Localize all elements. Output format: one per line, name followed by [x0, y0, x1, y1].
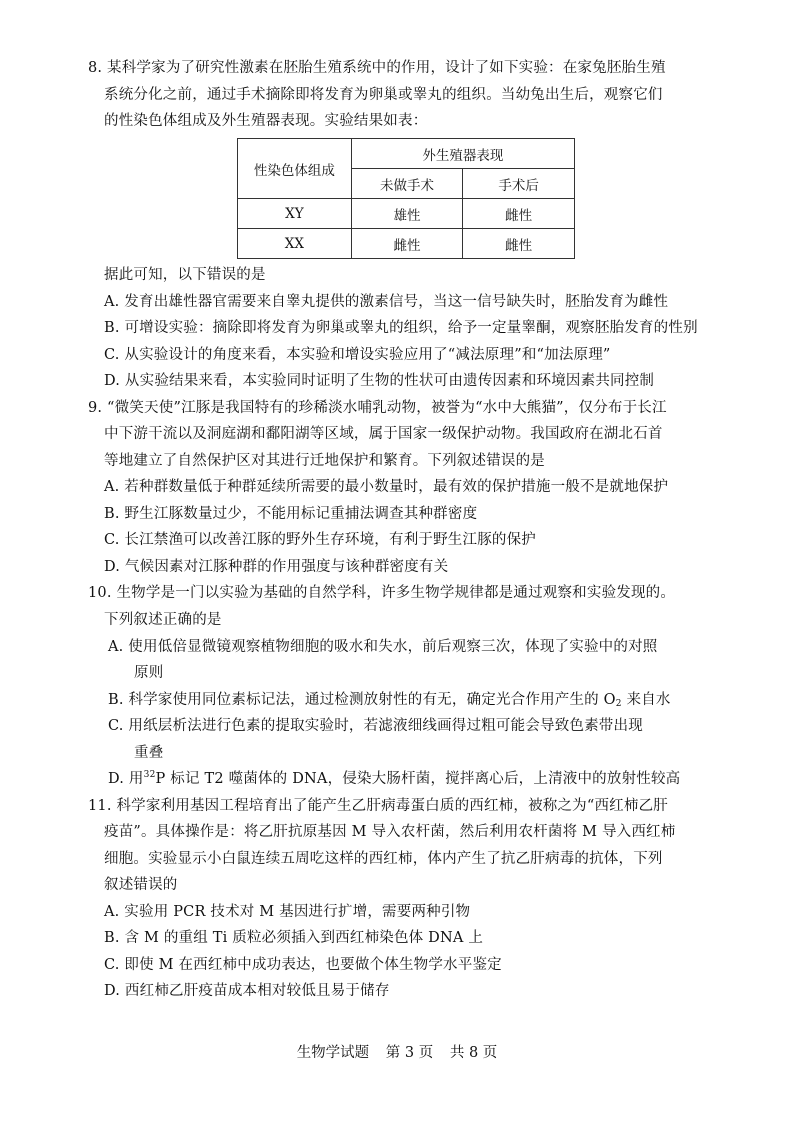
q11-option-d: D. 西红柿乙肝疫苗成本相对较低且易于储存 — [104, 983, 390, 999]
table-row — [238, 229, 575, 259]
q11-line-3: 细胞。实验显示小白鼠连续五周吃这样的西红柿，体内产生了抗乙肝病毒的抗体，下列 — [104, 851, 663, 867]
results-table — [237, 138, 575, 259]
table-header-chrom: 性染色体组成 — [238, 139, 352, 199]
q9-option-a: A. 若种群数量低于种群延续所需要的最小数量时，最有效的保护措施一般不是就地保护 — [104, 479, 669, 495]
q8-line-2: 系统分化之前，通过手术摘除即将发育为卵巢或睾丸的组织。当幼兔出生后，观察它们 — [104, 87, 663, 103]
q10-option-c: C. 用纸层析法进行色素的提取实验时，若滤液细线画得过粗可能会导致色素带出现 — [108, 718, 643, 734]
q8-line-1: 8. 某科学家为了研究性激素在胚胎生殖系统中的作用，设计了如下实验：在家兔胚胎生殖 — [88, 60, 666, 76]
q10-option-b-subscript: 2 — [615, 699, 622, 709]
q11-line-1: 11. 科学家利用基因工程培育出了能产生乙肝病毒蛋白质的西红柿，被称之为“西红柿乙肝 — [88, 798, 668, 814]
q8-option-c: C. 从实验设计的角度来看，本实验和增设实验应用了“减法原理”和“加法原理” — [104, 347, 611, 363]
page-footer — [0, 1041, 794, 1062]
q11-line-2: 疫苗”。具体操作是：将乙肝抗原基因 M 导入农杆菌，然后利用农杆菌将 M 导入西红柿 — [104, 824, 676, 840]
footer-total-pages: 共 8 页 — [449, 1045, 498, 1061]
q9-option-b: B. 野生江豚数量过少，不能用标记重捕法调查其种群密度 — [104, 506, 478, 522]
q10-option-d-post: P 标记 T2 噬菌体的 DNA，侵染大肠杆菌，搅拌离心后，上清液中的放射性较高 — [155, 771, 681, 787]
q8-line-3: 的性染色体组成及外生殖器表现。实验结果如表： — [104, 113, 428, 129]
q10-line-1: 10. 生物学是一门以实验为基础的自然学科，许多生物学规律都是通过观察和实验发现的。 — [88, 585, 676, 601]
q10-option-a: A. 使用低倍显微镜观察植物细胞的吸水和失水，前后观察三次，体现了实验中的对照 — [108, 639, 658, 655]
q9-line-2: 中下游干流以及洞庭湖和鄱阳湖等区域，属于国家一级保护动物。我国政府在湖北石首 — [104, 426, 663, 442]
table-cell-after-surgery: 雌性 — [463, 229, 575, 259]
footer-subject: 生物学试题 — [296, 1045, 370, 1061]
table-row — [238, 199, 575, 229]
table-header-after-surgery: 手术后 — [463, 169, 575, 199]
q8-option-a: A. 发育出雄性器官需要来自睾丸提供的激素信号，当这一信号缺失时，胚胎发育为雌性 — [104, 294, 669, 310]
footer-page-number: 第 3 页 — [385, 1045, 434, 1061]
q10-line-2: 下列叙述正确的是 — [104, 612, 222, 628]
q11-line-4: 叙述错误的 — [104, 877, 178, 893]
q10-option-d-pre: D. 用 — [108, 771, 144, 787]
q10-option-d-superscript: 32 — [143, 770, 156, 780]
q10-option-b — [108, 690, 671, 710]
table-header-no-surgery: 未做手术 — [351, 169, 463, 199]
q9-line-1: 9. “微笑天使”江豚是我国特有的珍稀淡水哺乳动物，被誉为“水中大熊猫”，仅分布于长江 — [88, 400, 667, 416]
table-header-phenotype: 外生殖器表现 — [351, 139, 574, 169]
q9-line-3: 等地建立了自然保护区对其进行迁地保护和繁育。下列叙述错误的是 — [104, 453, 545, 469]
q11-option-c: C. 即使 M 在西红柿中成功表达，也要做个体生物学水平鉴定 — [104, 957, 502, 973]
q10-option-a-cont: 原则 — [134, 665, 164, 681]
q9-option-c: C. 长江禁渔可以改善江豚的野外生存环境，有利于野生江豚的保护 — [104, 532, 536, 548]
q10-option-d — [108, 769, 680, 789]
q8-option-d: D. 从实验结果来看，本实验同时证明了生物的性状可由遗传因素和环境因素共同控制 — [104, 373, 655, 389]
table-cell-chrom: XX — [238, 229, 352, 259]
q8-option-b: B. 可增设实验：摘除即将发育为卵巢或睾丸的组织，给予一定量睾酮，观察胚胎发育的性别 — [104, 320, 698, 336]
q10-option-c-cont: 重叠 — [134, 745, 164, 761]
q10-option-b-post: 来自水 — [621, 692, 671, 708]
q10-option-b-pre: B. 科学家使用同位素标记法，通过检测放射性的有无，确定光合作用产生的 O — [108, 692, 616, 708]
q9-option-d: D. 气候因素对江豚种群的作用强度与该种群密度有关 — [104, 559, 449, 575]
q8-stem: 据此可知，以下错误的是 — [104, 267, 266, 283]
q11-option-b: B. 含 M 的重组 Ti 质粒必须插入到西红柿染色体 DNA 上 — [104, 930, 484, 946]
table-cell-no-surgery: 雄性 — [351, 199, 463, 229]
table-cell-no-surgery: 雌性 — [351, 229, 463, 259]
table-cell-chrom: XY — [238, 199, 352, 229]
table-cell-after-surgery: 雌性 — [463, 199, 575, 229]
q11-option-a: A. 实验用 PCR 技术对 M 基因进行扩增，需要两种引物 — [104, 904, 471, 920]
